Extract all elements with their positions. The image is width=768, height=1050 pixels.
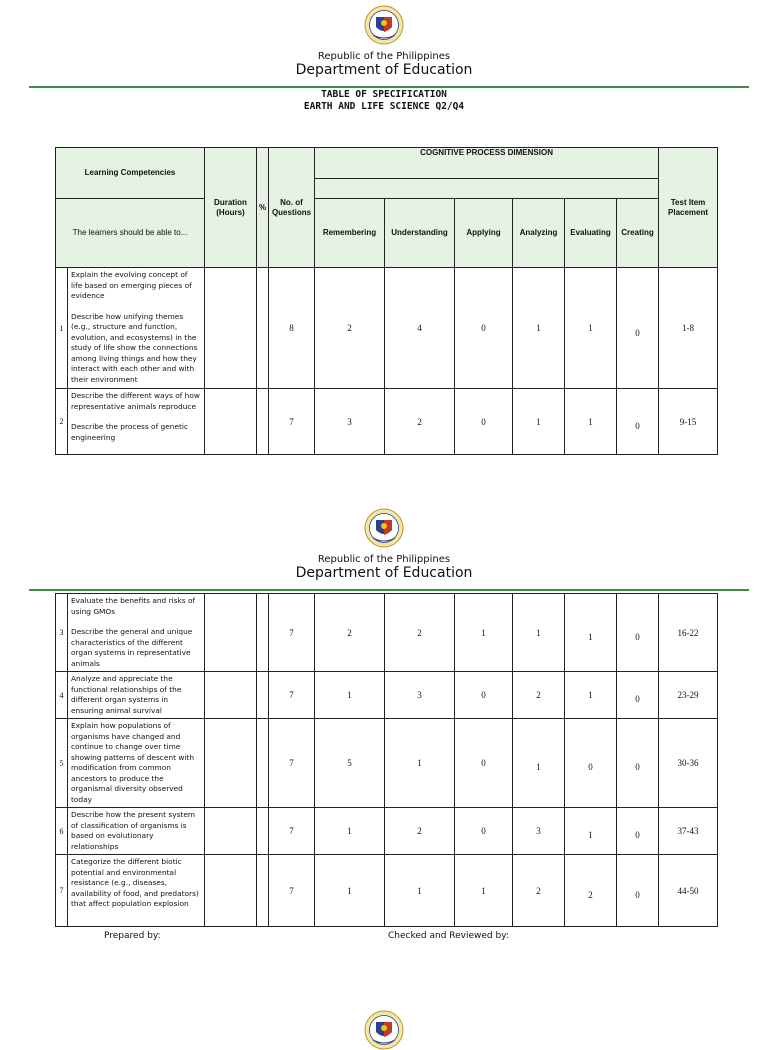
questions-cell: 7: [269, 594, 315, 672]
creating-cell: 0: [617, 594, 659, 672]
table-row: [56, 268, 718, 389]
row-number: 7: [56, 855, 68, 927]
header-duration: Duration (Hours): [205, 148, 257, 268]
duration-cell: [205, 268, 257, 389]
understanding-cell: 4: [385, 268, 455, 389]
applying-cell: 0: [455, 389, 513, 455]
competency-cell: [68, 389, 205, 455]
prepared-by-label: Prepared by:: [104, 931, 161, 941]
competency-text: Describe the general and unique characteristics of the different organ systems in representative animals: [71, 627, 193, 668]
evaluating-cell: 1: [565, 268, 617, 389]
duration-cell: [205, 389, 257, 455]
evaluating-cell: 2: [565, 855, 617, 927]
understanding-cell: 2: [385, 389, 455, 455]
evaluating-cell: 0: [565, 719, 617, 808]
header-understanding: Understanding: [385, 199, 455, 268]
remembering-cell: 3: [315, 389, 385, 455]
understanding-cell: 2: [385, 594, 455, 672]
header-placement: Test Item Placement: [659, 148, 718, 268]
creating-cell: 0: [617, 268, 659, 389]
applying-cell: 0: [455, 808, 513, 855]
remembering-cell: 1: [315, 672, 385, 719]
row-number: 4: [56, 672, 68, 719]
deped-seal-logo: [364, 1010, 404, 1050]
applying-cell: 0: [455, 268, 513, 389]
header-rule: [29, 589, 749, 591]
placement-cell: 44-50: [659, 855, 718, 927]
row-number: 3: [56, 594, 68, 672]
deped-seal-logo: [364, 508, 404, 548]
duration-cell: [205, 719, 257, 808]
duration-cell: [205, 594, 257, 672]
competency-text: Explain the evolving concept of life based on emerging pieces of evidence: [71, 270, 192, 300]
percent-cell: [257, 389, 269, 455]
percent-cell: [257, 672, 269, 719]
percent-cell: [257, 268, 269, 389]
remembering-cell: 1: [315, 855, 385, 927]
table-row: [56, 808, 718, 855]
evaluating-cell: 1: [565, 808, 617, 855]
creating-cell: 0: [617, 389, 659, 455]
republic-label: Republic of the Philippines: [317, 51, 451, 62]
checked-by-label: Checked and Reviewed by:: [388, 931, 509, 941]
competency-text: Analyze and appreciate the functional relationships of the different organ systems in ensuring animal survival: [71, 674, 182, 715]
department-title: Department of Education: [295, 565, 473, 581]
row-number: 1: [56, 268, 68, 389]
header-cognitive-dimension: COGNITIVE PROCESS DIMENSION: [315, 148, 659, 179]
spec-table-part-1: [55, 147, 718, 455]
analyzing-cell: 2: [513, 672, 565, 719]
row-number: 5: [56, 719, 68, 808]
table-row: [56, 719, 718, 808]
competency-cell: [68, 808, 205, 855]
header-evaluating: Evaluating: [565, 199, 617, 268]
document-title: TABLE OF SPECIFICATION: [321, 89, 447, 100]
competency-cell: [68, 672, 205, 719]
placement-cell: 37-43: [659, 808, 718, 855]
questions-cell: 7: [269, 719, 315, 808]
understanding-cell: 2: [385, 808, 455, 855]
remembering-cell: 1: [315, 808, 385, 855]
placement-cell: 30-36: [659, 719, 718, 808]
header-learning-competencies: Learning Competencies: [56, 148, 205, 199]
placement-cell: 23-29: [659, 672, 718, 719]
header-remembering: Remembering: [315, 199, 385, 268]
creating-cell: 0: [617, 672, 659, 719]
percent-cell: [257, 808, 269, 855]
header-analyzing: Analyzing: [513, 199, 565, 268]
deped-seal-logo: [364, 5, 404, 45]
applying-cell: 1: [455, 855, 513, 927]
creating-cell: 0: [617, 808, 659, 855]
competency-cell: [68, 855, 205, 927]
analyzing-cell: 2: [513, 855, 565, 927]
spec-table-part-2: [55, 593, 718, 927]
analyzing-cell: 1: [513, 719, 565, 808]
percent-cell: [257, 594, 269, 672]
remembering-cell: 2: [315, 594, 385, 672]
table-row: [56, 594, 718, 672]
header-learners-note: The learners should be able to...: [56, 199, 205, 268]
analyzing-cell: 1: [513, 594, 565, 672]
percent-cell: [257, 719, 269, 808]
questions-cell: 7: [269, 808, 315, 855]
header-no-questions: No. of Questions: [269, 148, 315, 268]
analyzing-cell: 1: [513, 268, 565, 389]
header-cognitive-spacer: [315, 178, 659, 198]
analyzing-cell: 3: [513, 808, 565, 855]
questions-cell: 7: [269, 855, 315, 927]
analyzing-cell: 1: [513, 389, 565, 455]
competency-text: Evaluate the benefits and risks of using GMOs: [71, 596, 196, 616]
header-applying: Applying: [455, 199, 513, 268]
row-number: 2: [56, 389, 68, 455]
questions-cell: 7: [269, 389, 315, 455]
competency-cell: [68, 719, 205, 808]
duration-cell: [205, 808, 257, 855]
evaluating-cell: 1: [565, 672, 617, 719]
competency-text: Describe the different ways of how representative animals reproduce: [71, 391, 200, 411]
applying-cell: 0: [455, 719, 513, 808]
competency-text: Describe the process of genetic engineering: [71, 422, 189, 442]
remembering-cell: 5: [315, 719, 385, 808]
header-creating: Creating: [617, 199, 659, 268]
remembering-cell: 2: [315, 268, 385, 389]
placement-cell: 16-22: [659, 594, 718, 672]
document-subtitle: EARTH AND LIFE SCIENCE Q2/Q4: [303, 101, 465, 112]
duration-cell: [205, 855, 257, 927]
header-rule: [29, 86, 749, 88]
creating-cell: 0: [617, 855, 659, 927]
duration-cell: [205, 672, 257, 719]
questions-cell: 7: [269, 672, 315, 719]
questions-cell: 8: [269, 268, 315, 389]
competency-text: Categorize the different biotic potential and environmental resistance (e.g., diseases, availability of food, and predators) that affect population explosion: [71, 857, 199, 908]
header-percent: %: [257, 148, 269, 268]
applying-cell: 0: [455, 672, 513, 719]
applying-cell: 1: [455, 594, 513, 672]
republic-label: Republic of the Philippines: [317, 554, 451, 565]
table-row: [56, 672, 718, 719]
understanding-cell: 1: [385, 719, 455, 808]
competency-text: Describe how unifying themes (e.g., structure and function, evolution, and ecosystems) in the study of life show the connections among living things and how they interact with each other and with their environment: [71, 311, 198, 384]
competency-text: Explain how populations of organisms have changed and continue to change over time showing patterns of descent with modification from common ancestors to produce the organismal diversity observed today: [71, 721, 195, 804]
competency-text: Describe how the present system of classification of organisms is based on evolutionary relationships: [71, 810, 196, 851]
placement-cell: 1-8: [659, 268, 718, 389]
department-title: Department of Education: [295, 62, 473, 78]
row-number: 6: [56, 808, 68, 855]
table-row: [56, 389, 718, 455]
table-row: [56, 855, 718, 927]
understanding-cell: 1: [385, 855, 455, 927]
creating-cell: 0: [617, 719, 659, 808]
percent-cell: [257, 855, 269, 927]
placement-cell: 9-15: [659, 389, 718, 455]
evaluating-cell: 1: [565, 594, 617, 672]
understanding-cell: 3: [385, 672, 455, 719]
evaluating-cell: 1: [565, 389, 617, 455]
competency-cell: [68, 268, 205, 389]
competency-cell: [68, 594, 205, 672]
